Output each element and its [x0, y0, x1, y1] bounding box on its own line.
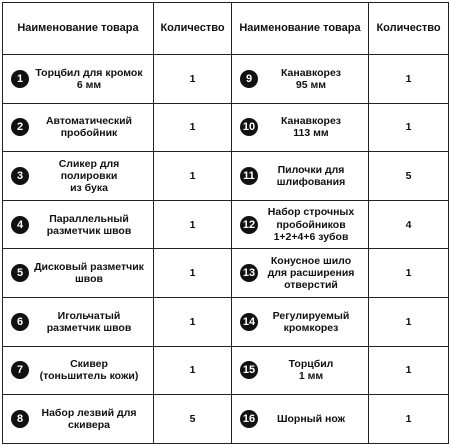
- item-number-badge: 9: [240, 70, 258, 88]
- item-name: Дисковый разметчик швов: [34, 261, 144, 286]
- item-number-badge: 6: [11, 313, 29, 331]
- item-number-badge: 12: [240, 216, 258, 234]
- table-row: [3, 395, 449, 444]
- item-name: Пилочки для шлифования: [276, 163, 346, 188]
- item-name: Игольчатый разметчик швов: [46, 309, 132, 334]
- item-quantity: 5: [154, 395, 232, 444]
- item-name-cell: [3, 103, 154, 152]
- table-row: [3, 152, 449, 201]
- items-table-body: [3, 3, 449, 444]
- item-name-cell: [232, 249, 369, 298]
- item-quantity: 4: [369, 200, 449, 249]
- item-name: Конусное шило для расширения отверстий: [267, 255, 355, 292]
- item-name-cell: [232, 297, 369, 346]
- item-quantity: 1: [154, 152, 232, 201]
- item-name-cell: [3, 297, 154, 346]
- header-name-right: Наименование товара: [232, 3, 369, 55]
- item-number-badge: 4: [11, 216, 29, 234]
- item-number-badge: 16: [240, 410, 258, 428]
- item-number-badge: 3: [11, 167, 29, 185]
- item-name: Набор строчных пробойников 1+2+4+6 зубов: [267, 206, 355, 243]
- table-row: [3, 346, 449, 395]
- item-number-badge: 8: [11, 410, 29, 428]
- item-number-badge: 15: [240, 361, 258, 379]
- header-qty-right: Количество: [369, 3, 449, 55]
- item-name-cell: [232, 395, 369, 444]
- item-name: Торцбил для кромок 6 мм: [35, 66, 143, 91]
- item-quantity: 1: [369, 346, 449, 395]
- item-quantity: 1: [369, 103, 449, 152]
- item-name: Скивер (тоньшитель кожи): [39, 358, 139, 383]
- item-name-cell: [232, 103, 369, 152]
- table-row: [3, 200, 449, 249]
- item-name: Сликер для полировки из бука: [58, 157, 120, 195]
- item-quantity: 1: [369, 395, 449, 444]
- item-number-badge: 2: [11, 118, 29, 136]
- table-row: [3, 297, 449, 346]
- item-quantity: 1: [154, 103, 232, 152]
- item-quantity: 1: [369, 297, 449, 346]
- item-name-cell: [232, 152, 369, 201]
- item-name-cell: [3, 395, 154, 444]
- item-name-cell: [3, 249, 154, 298]
- item-name: Набор лезвий для скивера: [41, 406, 137, 431]
- item-name: Канавкорез 113 мм: [280, 115, 342, 140]
- header-qty-left: Количество: [154, 3, 232, 55]
- item-quantity: 1: [154, 55, 232, 104]
- item-name: Шорный нож: [276, 412, 346, 425]
- item-number-badge: 10: [240, 118, 258, 136]
- item-name: Автоматический пробойник: [45, 115, 133, 140]
- item-number-badge: 11: [240, 167, 258, 185]
- item-name: Канавкорез 95 мм: [280, 66, 342, 91]
- header-name-left: Наименование товара: [3, 3, 154, 55]
- item-quantity: 1: [154, 249, 232, 298]
- item-number-badge: 13: [240, 264, 258, 282]
- item-name-cell: [3, 200, 154, 249]
- item-quantity: 1: [154, 346, 232, 395]
- item-name: Параллельный разметчик швов: [46, 212, 132, 237]
- item-name-cell: [232, 346, 369, 395]
- table-row: [3, 249, 449, 298]
- item-name-cell: [3, 152, 154, 201]
- table-row: [3, 55, 449, 104]
- item-name-cell: [232, 200, 369, 249]
- item-quantity: 1: [154, 200, 232, 249]
- item-number-badge: 7: [11, 361, 29, 379]
- item-number-badge: 1: [11, 70, 29, 88]
- item-name: Торцбил 1 мм: [288, 358, 334, 383]
- item-number-badge: 14: [240, 313, 258, 331]
- item-quantity: 1: [154, 297, 232, 346]
- item-name-cell: [3, 55, 154, 104]
- header-row: [3, 3, 449, 55]
- items-table: [2, 2, 449, 444]
- item-name: Регулируемый кромкорез: [272, 309, 350, 334]
- item-quantity: 5: [369, 152, 449, 201]
- table-row: [3, 103, 449, 152]
- item-number-badge: 5: [11, 264, 29, 282]
- item-name-cell: [3, 346, 154, 395]
- item-name-cell: [232, 55, 369, 104]
- item-quantity: 1: [369, 249, 449, 298]
- item-quantity: 1: [369, 55, 449, 104]
